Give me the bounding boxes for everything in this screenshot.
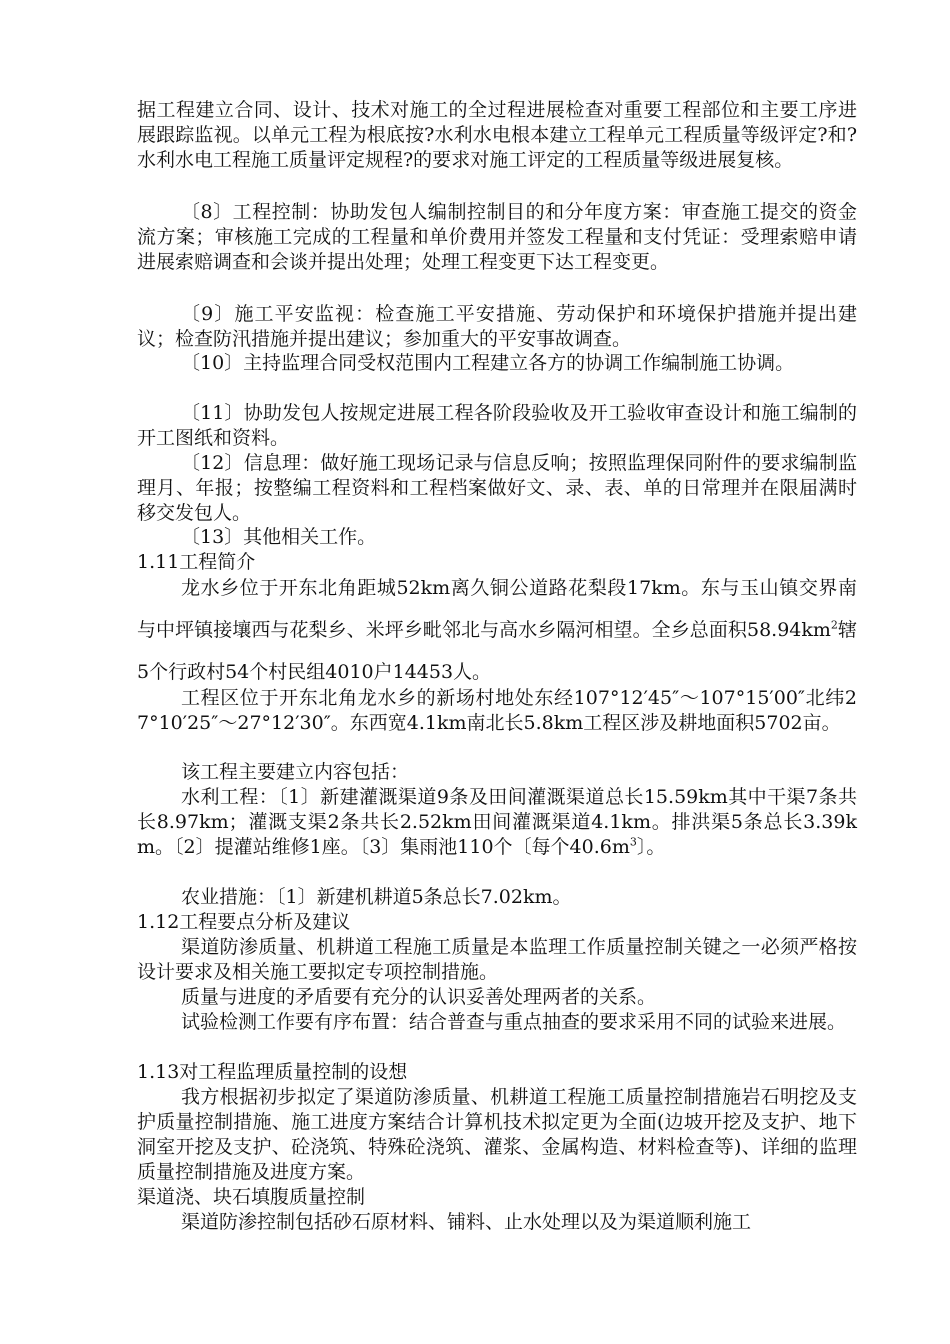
location-text: 龙水乡位于开东北角距城52km离久铜公道路花梨段17km。东与玉山镇交界南与中坪镇接壤西与花梨乡、米坪乡毗邻北与高水乡隔河相望。全乡总面积58.94km [137, 577, 857, 641]
paragraph-content-intro: 该工程主要建立内容包括： [181, 761, 410, 783]
water-works-text: 水利工程：〔1〕新建灌溉渠道9条及田间灌溉渠道总长15.59km其中干渠7条共长8.97km；灌溉支渠2条共长2.52km田间灌溉渠道4.1km。排洪渠5条总长3.39km。〔2〕提灌站维修1座。〔3〕集雨池110个〔每个40.6m [137, 786, 857, 858]
paragraph-item-11: 〔11〕协助发包人按规定进展工程各阶段验收及开工验收审查设计和施工编制的开工图纸和资料。 [137, 402, 857, 449]
paragraph-testing: 试验检测工作要有序布置：结合普查与重点抽查的要求采用不同的试验来进展。 [181, 1011, 847, 1033]
section-heading-canal: 渠道浇、块石填腹质量控制 [137, 1186, 366, 1208]
section-heading-1-11: 1.11工程简介 [137, 551, 256, 573]
location-text-tail: 辖5个行政村54个村民组4010户14453人。 [137, 619, 857, 683]
paragraph-agriculture: 农业措施：〔1〕新建机耕道5条总长7.02km。 [181, 886, 572, 908]
paragraph-item-9: 〔9〕施工平安监视：检查施工平安措施、劳动保护和环境保护措施并提出建议；检查防汛措施并提出建议；参加重大的平安事故调查。 [137, 303, 857, 350]
paragraph-location [137, 567, 857, 693]
paragraph-item-13: 〔13〕其他相关工作。 [181, 526, 377, 548]
water-works-tail: 〕。 [636, 836, 666, 858]
paragraph-quality-check: 据工程建立合同、设计、技术对施工的全过程进展检查对重要工程部位和主要工序进展跟踪监视。以单元工程为根底按?水利水电根本建立工程单元工程质量等级评定?和?水利水电工程施工质量评定规程?的要求对施工评定的工程质量等级进展复核。 [137, 99, 857, 171]
superscript-square: 2 [830, 618, 838, 632]
paragraph-project-area: 工程区位于开东北角龙水乡的新场村地处东经107°12′45″～107°15′00″北纬27°10′25″～27°12′30″。东西宽4.1km南北长5.8km工程区涉及耕地面积5702亩。 [137, 687, 857, 734]
paragraph-water-works [137, 785, 857, 860]
paragraph-item-10: 〔10〕主持监理合同受权范围内工程建立各方的协调工作编制施工协调。 [181, 352, 795, 374]
paragraph-supervision-plan: 我方根据初步拟定了渠道防渗质量、机耕道工程施工质量控制措施岩石明挖及支护质量控制措施、施工进度方案结合计算机技术拟定更为全面(边坡开挖及支护、地下洞室开挖及支护、砼浇筑、特殊砼浇筑、灌浆、金属构造、材料检查等)、详细的监理质量控制措施及进度方案。 [137, 1086, 857, 1183]
paragraph-item-12: 〔12〕信息理：做好施工现场记录与信息反响；按照监理保同附件的要求编制监理月、年报；按整编工程资料和工程档案做好文、录、表、单的日常理并在限届满时移交发包人。 [137, 452, 857, 524]
paragraph-quality-progress: 质量与进度的矛盾要有充分的认识妥善处理两者的关系。 [181, 986, 657, 1008]
paragraph-key-points: 渠道防渗质量、机耕道工程施工质量是本监理工作质量控制关键之一必须严格按设计要求及相关施工要拟定专项控制措施。 [137, 936, 857, 983]
paragraph-item-8: 〔8〕工程控制：协助发包人编制控制目的和分年度方案：审查施工提交的资金流方案；审核施工完成的工程量和单价费用并签发工程量和支付凭证：受理索赔申请进展索赔调查和会谈并提出处理；处理工程变更下达工程变更。 [137, 201, 857, 273]
paragraph-canal-control: 渠道防渗控制包括砂石原材料、铺料、止水处理以及为渠道顺利施工 [181, 1211, 752, 1233]
section-heading-1-13: 1.13对工程监理质量控制的设想 [137, 1061, 408, 1083]
superscript-cube: 3 [629, 835, 637, 849]
section-heading-1-12: 1.12工程要点分析及建议 [137, 911, 351, 933]
